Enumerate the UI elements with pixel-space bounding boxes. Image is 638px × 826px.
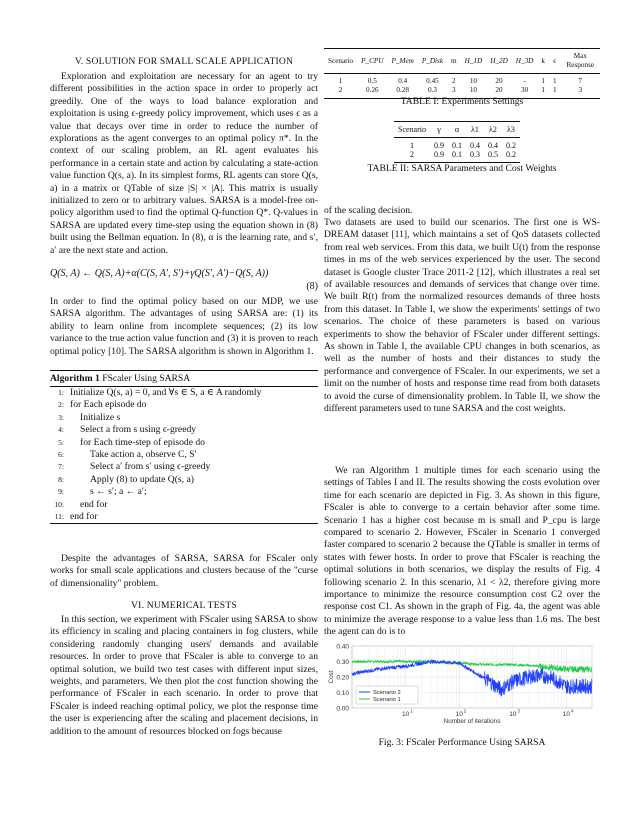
right-paragraph-3: We ran Algorithm 1 multiple times for each scenario using the settings of Tables I and II. The results showing the costs evolution over time for each scenario are depicted in Fig. 3. As shown in this figure, FScaler is able to converge to a certain behavior after some time. Scenario 1 has a higher cost because m is small and P_cpu is large compared to scenario 2. However, FScaler in Scenario 1 converged faster compared to scenario 2 because the QTable is smaller in terms of states with fewer hosts. In order to prove that FScaler is reaching the optimal solutions in both scenarios, we display the results of Fig. 4 following scenario 2. In this scenario, λ1 < λ2, therefore giving more importance to minimize the resource consumption cost C2 over the response cost C1. As shown in the graph of Fig. 4a, the agent was able to minimize the average response to a value less than 1.6 ms. The best the agent can do is to: [324, 465, 600, 638]
x-tick-exponent: 3: [517, 708, 520, 714]
x-tick-label: 10: [562, 711, 571, 718]
x-tick-label: 10: [455, 711, 463, 718]
y-tick-label: 0.40: [336, 643, 349, 651]
algorithm-line-text: Apply (8) to update Q(s, a): [90, 473, 194, 485]
algorithm-bottom-rule: [50, 523, 318, 524]
algorithm-line-number: 8:: [58, 474, 64, 484]
table-1-cell: 20: [495, 77, 503, 85]
x-axis-label: Number of iterations: [443, 718, 501, 725]
table-1-cell: 1: [541, 77, 545, 85]
table-1-cell: 7: [578, 77, 583, 85]
table-1-cell: 1: [338, 77, 343, 85]
y-tick-label: 0.20: [336, 674, 349, 682]
algorithm-line-text: Select a′ from s′ using ϵ-greedy: [90, 461, 211, 473]
y-tick-label: 0.10: [336, 690, 349, 697]
algorithm-line-text: Select a from s using ϵ-greedy: [80, 424, 197, 436]
x-tick-exponent: 1: [410, 708, 413, 714]
algorithm-line-text: s ← s′; a ← a′;: [90, 486, 147, 498]
y-tick-label: 0.00: [336, 705, 349, 713]
algorithm-line-number: 7:: [58, 462, 64, 472]
table-1-cell: 10: [469, 86, 478, 94]
table-1-row: [324, 74, 600, 87]
table-2-header-cell: γ: [437, 125, 441, 134]
table-1-header-cell: P_Disk: [421, 56, 444, 65]
algorithm-lines: [50, 387, 318, 523]
section-5-paragraph-1: Exploration and exploitation are necessary for an agent to try different possibilities in the action space in order to properly act greedily. One of the ways to load balance exploration and exploitation is using ϵ-greedy policy improvement, which uses ϵ as a value that decays over time in order to reduce the number of explorations as the agent converges to an optimal policy π*. In the context of our scaling problem, an RL agent evaluates his performance in a certain state and action by calculating a state-action value function Q(s, a). In its simplest forms, RL agents can store Q(s, a) in a matrix or QTable of size |S| × |A|. This matrix is usually initialized to zero or to arbitrary values. SARSA is a model-free on-policy algorithm used to find the optimal Q-function Q*. Q-values in SARSA are updated every time-step using the equation shown in (8) built using the Bellman equation. In (8), α is the learning rate, and s′, a′ are the next state and action.: [50, 71, 318, 256]
table-2-cell: 0.9: [434, 141, 444, 150]
algorithm-line: [50, 437, 318, 449]
table-2-cell: 0.2: [506, 141, 516, 150]
algorithm-line-number: 2:: [58, 400, 64, 410]
figure-3-caption: Fig. 3: FScaler Performance Using SARSA: [378, 737, 546, 748]
table-1-header-cell: ϵ: [553, 56, 557, 65]
table-1-header-cell: P_Mem: [391, 56, 414, 65]
algorithm-line-text: for Each episode do: [70, 399, 147, 411]
equation-text: Q(S, A) ← Q(S, A)+α(C(S, A′, S′)+γQ(S′, A′)−Q(S, A)): [50, 268, 269, 279]
legend-label: Scenario 1: [373, 697, 401, 703]
legend-label: Scenario 2: [373, 690, 401, 696]
table-1-cell: -: [523, 77, 526, 85]
table-1-caption: TABLE I: Experiments Settings: [400, 96, 524, 107]
table-2-cell: 0.2: [506, 150, 516, 159]
table-1-cell: 2: [338, 86, 343, 94]
table-1-header-cell: Scenario: [328, 56, 354, 65]
table-2-grid: [394, 121, 520, 163]
equation-8: [50, 268, 318, 292]
algorithm-line-text: Initialize Q(s, a) = 0, and ∀s ∈ S, a ∈ A randomly: [70, 387, 262, 398]
table-1: [324, 48, 600, 99]
section-5-paragraph-3: Despite the advantages of SARSA, SARSA for FScaler only works for small scale applications and clusters because of the "curse of dimensionality" problem.: [50, 553, 318, 589]
table-2-header-cell: α: [454, 125, 460, 134]
algorithm-line-text: end for: [70, 510, 98, 522]
algorithm-line: [50, 449, 318, 461]
algorithm-1: [50, 370, 318, 524]
x-tick-label: 10: [509, 711, 517, 718]
x-tick-label: 10: [401, 711, 410, 718]
table-1-cell: 1: [552, 77, 557, 85]
table-2-row: [394, 150, 520, 163]
algorithm-line: [50, 412, 318, 424]
table-1-cell: 0.5: [367, 77, 377, 85]
table-1-cell: 3: [452, 86, 456, 94]
algorithm-line-text: Initialize s: [80, 411, 121, 423]
section-5-heading: V. SOLUTION FOR SMALL SCALE APPLICATION: [74, 56, 294, 67]
table-1-cell: 1: [552, 86, 557, 94]
algorithm-line: [50, 399, 318, 411]
table-1-cell: 3: [578, 86, 583, 94]
algorithm-line: [50, 461, 318, 473]
table-1-cell: 30: [520, 86, 529, 94]
algorithm-line: [50, 387, 318, 399]
equation-number: (8): [306, 281, 318, 292]
section-6-paragraph-1: In this section, we experiment with FScaler using SARSA to show its efficiency in scaling and placing containers in fog clusters, while considering randomly changing users' demands and available resources. In order to prove that FScaler is able to converge to an optimal solution, we build two test cases with different input sizes, weights, and parameters. We then plot the cost function showing the performance of FScaler in each scenario. In order to prove that FScaler is indeed reaching optimal policy, we plot the response time the user is experiencing after the scaling and placement decisions, in addition to the amount of resources blocked on fogs because: [50, 614, 318, 737]
table-1-cell: 20: [495, 86, 503, 94]
table-1-header-cell: H_3D: [515, 56, 534, 65]
algorithm-title: Algorithm 1 FScaler Using SARSA: [50, 373, 191, 384]
table-2-header-cell: λ1: [471, 125, 479, 134]
table-2-cell: 0.1: [452, 141, 462, 150]
y-axis-label: Cost: [328, 670, 335, 684]
table-2-cell: 1: [410, 141, 414, 150]
x-tick-exponent: 2: [463, 708, 467, 714]
table-2-header-cell: Scenario: [398, 125, 426, 134]
table-1-header-cell: k: [541, 56, 545, 65]
algorithm-line-number: 9:: [58, 487, 64, 497]
right-paragraph-1: of the scaling decision.: [324, 205, 413, 216]
table-2-cell: 0.4: [488, 141, 498, 150]
figure-3-chart: [324, 640, 600, 732]
table-2-header-cell: λ3: [507, 125, 515, 134]
table-1-cell: 0.28: [396, 86, 409, 94]
table-2-caption: TABLE II: SARSA Parameters and Cost Weights: [367, 163, 557, 174]
table-1-cell: 10: [469, 77, 478, 85]
table-1-cell: 1: [541, 86, 545, 94]
table-1-cell: 2: [452, 77, 456, 85]
table-1-cell: 0.26: [366, 86, 379, 94]
table-1-cell: 0.4: [398, 77, 408, 85]
table-1-header-cell: m: [451, 56, 457, 65]
algorithm-line-text: Take action a, observe C, S′: [90, 448, 197, 460]
table-1-header-cell: H_2D: [490, 56, 508, 65]
table-2-cell: 2: [410, 150, 414, 159]
table-2: [394, 121, 520, 163]
table-1-cell: 0.45: [426, 77, 439, 85]
table-2-row: [394, 138, 520, 151]
x-tick-exponent: 4: [570, 708, 574, 714]
algorithm-line-number: 3:: [58, 412, 64, 422]
section-6-heading: VI. NUMERICAL TESTS: [131, 600, 237, 611]
table-1-grid: [324, 48, 600, 99]
y-tick-label: 0.30: [336, 659, 349, 666]
algorithm-line-text: for Each time-step of episode do: [80, 436, 205, 448]
algorithm-line-number: 5:: [58, 437, 64, 447]
table-2-cell: 0.5: [488, 150, 498, 159]
table-2-cell: 0.9: [434, 150, 444, 159]
algorithm-line-number: 4:: [58, 425, 64, 435]
table-1-header-cell: P_CPU: [361, 56, 384, 65]
table-2-cell: 0.3: [470, 150, 480, 159]
algorithm-line-number: 10:: [54, 499, 64, 509]
right-paragraph-2: Two datasets are used to build our scenarios. The first one is WS-DREAM dataset [11], which maintains a set of QoS datasets collected from real web services. From this data, we built U(t) from the response times in ms of the web services experienced by the user. The second dataset is Google cluster Trace 2011-2 [12], which illustrates a real set of available resources and demands of services that change over time. We built R(t) from the normalized resources demands of three hosts from this dataset. In Table I, we show the experiments' settings of two scenarios. The choice of these parameters is based on various experiments to show the behavior of FScaler under different settings. As shown in Table I, the available CPU changes in both scenarios, as well as the number of hosts and their distances to study the performance and convergence of FScaler. In our experiments, we set a limit on the number of hosts and response time read from both datasets to avoid the curse of dimensionality problem. In Table II, we show the different parameters used to tune SARSA and the cost weights.: [324, 217, 600, 415]
table-1-header-cell: H_1D: [464, 56, 483, 65]
section-5-paragraph-2: In order to find the optimal policy based on our MDP, we use SARSA algorithm. The advantages of using SARSA are: (1) its ability to learn online from incomplete sequences; (2) its low variance to the true action value function and (3) it is proven to reach optimal policy [10]. The SARSA algorithm is shown in Algorithm 1.: [50, 296, 318, 357]
table-1-header-cell: Max Response: [566, 52, 595, 69]
table-2-cell: 0.1: [452, 150, 462, 159]
algorithm-line: [50, 511, 318, 523]
algorithm-line-number: 1:: [58, 388, 64, 397]
algorithm-line-text: end for: [80, 498, 108, 510]
table-2-header-cell: λ2: [489, 125, 497, 134]
algorithm-line-number: 6:: [58, 449, 64, 459]
algorithm-line: [50, 474, 318, 486]
table-1-cell: 0.3: [427, 86, 437, 94]
algorithm-line: [50, 424, 318, 436]
algorithm-line: [50, 486, 318, 498]
algorithm-line: [50, 499, 318, 511]
algorithm-line-number: 11:: [54, 511, 64, 521]
table-2-cell: 0.4: [470, 141, 480, 150]
